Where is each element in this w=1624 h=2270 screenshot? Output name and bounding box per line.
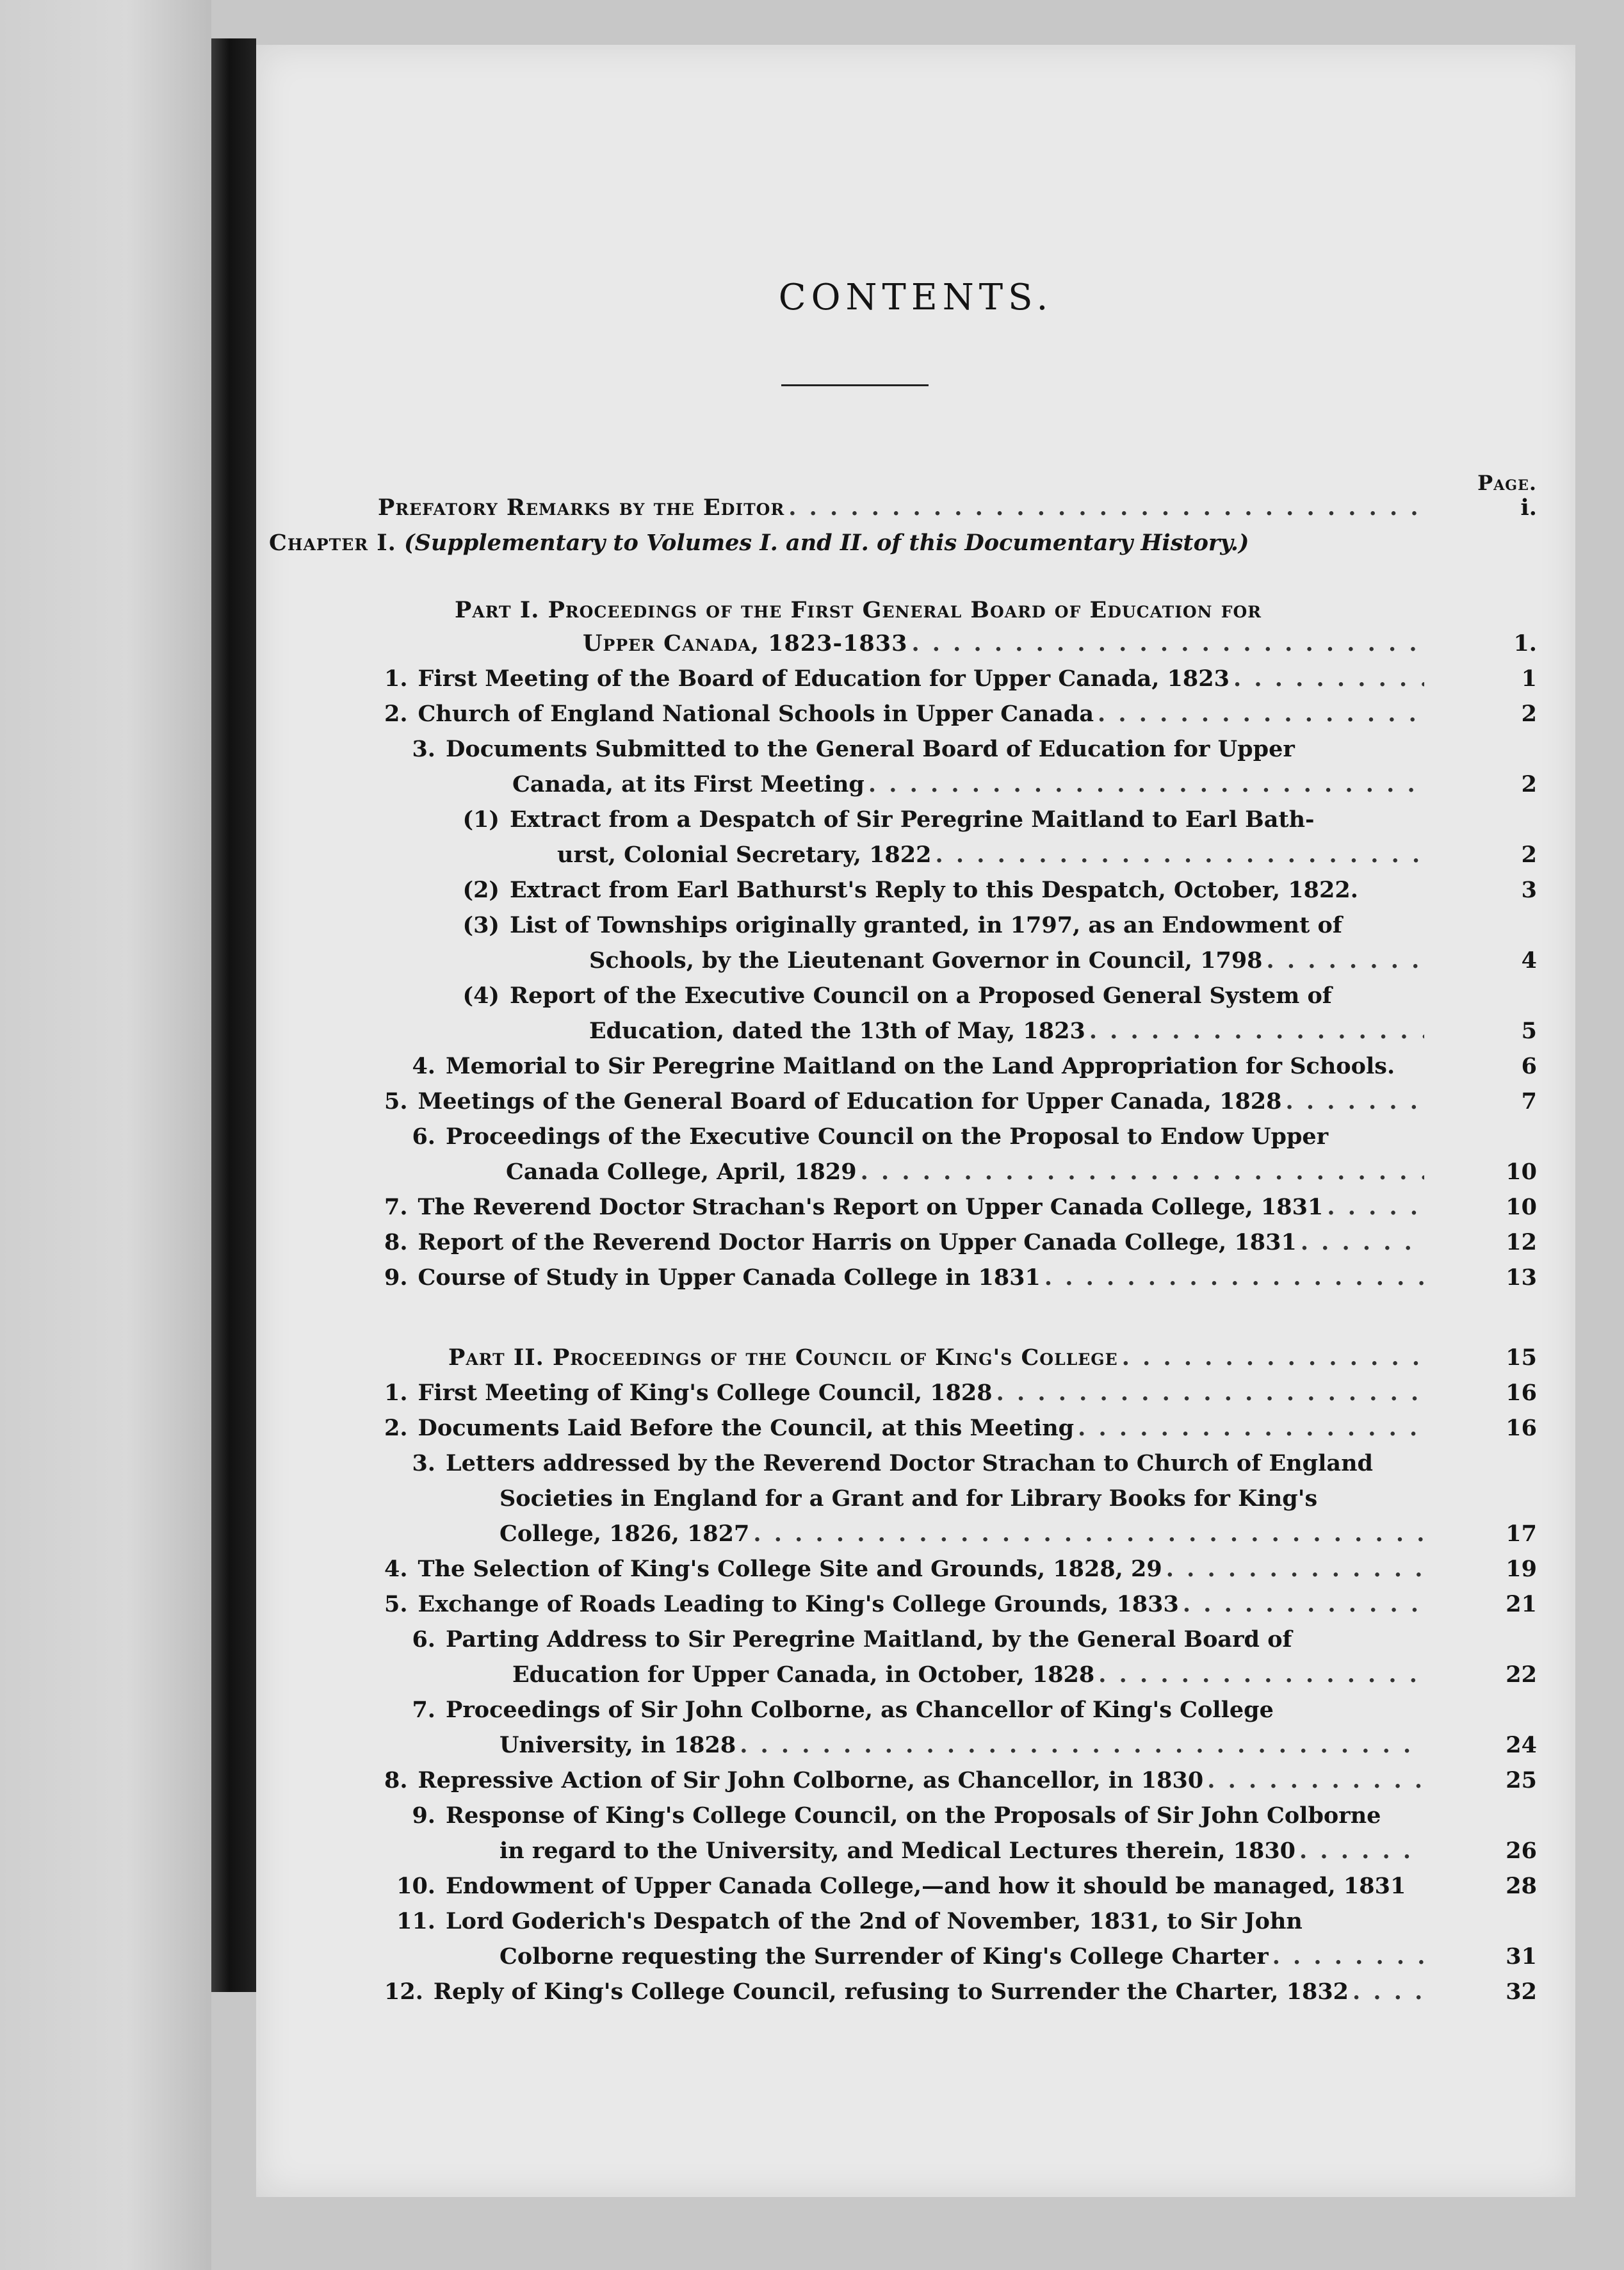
toc-entry-continued: Canada College, April, 1829 . . .	[506, 1154, 1428, 1190]
toc-entry-continued: Societies in England for a Grant and for Library Books for King's	[499, 1485, 1318, 1512]
toc-page-number: 12	[1506, 1229, 1537, 1255]
toc-subentry-continued: urst, Colonial Secretary, 1822 . . .	[557, 837, 1428, 873]
toc-entry-continued: Colborne requesting the Surrender of King's College Charter . . .	[499, 1939, 1428, 1975]
toc-entry: 10. Endowment of Upper Canada College,—and how it should be managed, 1831	[396, 1873, 1406, 1899]
toc-entry: 12. Reply of King's College Council, refusing to Surrender the Charter, 1832 . . .	[384, 1974, 1428, 2010]
toc-page-number: 3	[1521, 877, 1537, 903]
toc-entry: 2. Church of England National Schools in Upper Canada . . .	[384, 696, 1428, 732]
toc-entry: 3. Letters addressed by the Reverend Doctor Strachan to Church of England	[412, 1450, 1373, 1476]
toc-page-number: 24	[1506, 1732, 1537, 1758]
toc-entry: 4. Memorial to Sir Peregrine Maitland on the Land Appropriation for Schools.	[412, 1053, 1395, 1079]
toc-page-number: 21	[1506, 1591, 1537, 1617]
toc-part-heading: Upper Canada, 1823-1833 . . .	[583, 626, 1428, 662]
contents-page	[256, 45, 1575, 2197]
toc-subentry: (2) Extract from Earl Bathurst's Reply to this Despatch, October, 1822.	[462, 877, 1358, 903]
toc-subentry: (3) List of Townships originally granted, in 1797, as an Endowment of	[462, 912, 1342, 938]
toc-entry: 1. First Meeting of the Board of Education for Upper Canada, 1823 . . .	[384, 661, 1428, 697]
toc-page-number: 10	[1506, 1194, 1537, 1220]
toc-page-number: i.	[1520, 494, 1537, 521]
toc-page-number: 19	[1506, 1556, 1537, 1582]
toc-subentry: (4) Report of the Executive Council on a Proposed General System of	[462, 983, 1332, 1009]
toc-page-number: 4	[1521, 947, 1537, 974]
toc-entry: Prefatory Remarks by the Editor . . .	[378, 490, 1428, 526]
toc-entry: 6. Parting Address to Sir Peregrine Maitland, by the General Board of	[412, 1626, 1292, 1653]
toc-entry: 6. Proceedings of the Executive Council on the Proposal to Endow Upper	[412, 1123, 1329, 1150]
toc-entry: 7. Proceedings of Sir John Colborne, as Chancellor of King's College	[412, 1697, 1274, 1723]
toc-page-number: 2	[1521, 771, 1537, 797]
toc-subentry: (1) Extract from a Despatch of Sir Peregrine Maitland to Earl Bath-	[462, 806, 1315, 833]
toc-page-number: 1	[1521, 665, 1537, 692]
toc-page-number: 16	[1506, 1415, 1537, 1441]
toc-entry: 9. Course of Study in Upper Canada College in 1831 . . .	[384, 1260, 1428, 1296]
page-title: CONTENTS.	[778, 277, 1053, 318]
toc-entry-continued: College, 1826, 1827 . . .	[499, 1516, 1428, 1552]
book-spine	[211, 38, 256, 1992]
toc-subentry-continued: Schools, by the Lieutenant Governor in Council, 1798 . . .	[589, 943, 1428, 979]
toc-entry-continued: University, in 1828 . . .	[499, 1727, 1428, 1763]
toc-subentry-continued: Education, dated the 13th of May, 1823 . . .	[589, 1013, 1428, 1049]
toc-page-number: 25	[1506, 1767, 1537, 1793]
toc-page-number: 16	[1506, 1380, 1537, 1406]
toc-entry: 7. The Reverend Doctor Strachan's Report on Upper Canada College, 1831 . . .	[384, 1189, 1428, 1225]
toc-entry: 9. Response of King's College Council, on the Proposals of Sir John Colborne	[412, 1802, 1381, 1829]
toc-entry: 2. Documents Laid Before the Council, at this Meeting . . .	[384, 1410, 1428, 1446]
toc-entry: 3. Documents Submitted to the General Board of Education for Upper	[412, 736, 1295, 762]
toc-page-number: 17	[1506, 1521, 1537, 1547]
toc-entry-continued: in regard to the University, and Medical Lectures therein, 1830 . . .	[499, 1833, 1428, 1869]
toc-chapter: Chapter I. (Supplementary to Volumes I. and II. of this Documentary History.)	[269, 530, 1249, 556]
toc-page-number: 10	[1506, 1159, 1537, 1185]
toc-page-number: 6	[1521, 1053, 1537, 1079]
toc-page-number: 26	[1506, 1838, 1537, 1864]
toc-entry: 11. Lord Goderich's Despatch of the 2nd of November, 1831, to Sir John	[396, 1908, 1303, 1934]
toc-page-number: 5	[1521, 1018, 1537, 1044]
toc-page-number: 32	[1506, 1979, 1537, 2005]
toc-part-heading: Part II. Proceedings of the Council of King's College . . .	[448, 1340, 1428, 1376]
toc-page-number: 2	[1521, 842, 1537, 868]
toc-entry-continued: Canada, at its First Meeting . . .	[512, 767, 1428, 803]
title-rule	[781, 384, 929, 386]
toc-page-number: 22	[1506, 1662, 1537, 1688]
toc-entry: 4. The Selection of King's College Site and Grounds, 1828, 29 . . .	[384, 1551, 1428, 1587]
facing-page	[0, 0, 211, 2270]
toc-page-number: 28	[1506, 1873, 1537, 1899]
toc-entry: 5. Meetings of the General Board of Education for Upper Canada, 1828 . . .	[384, 1084, 1428, 1120]
toc-page-number: 31	[1506, 1943, 1537, 1970]
toc-page-number: 13	[1506, 1264, 1537, 1291]
toc-page-number: 1.	[1513, 630, 1537, 657]
toc-entry: 5. Exchange of Roads Leading to King's College Grounds, 1833 . . .	[384, 1587, 1428, 1622]
page-column-header: Page.	[1477, 471, 1537, 495]
toc-page-number: 15	[1506, 1344, 1537, 1371]
toc-entry: 1. First Meeting of King's College Council, 1828 . . .	[384, 1375, 1428, 1411]
toc-entry: 8. Report of the Reverend Doctor Harris on Upper Canada College, 1831 . . .	[384, 1225, 1428, 1261]
toc-page-number: 7	[1521, 1088, 1537, 1115]
toc-part-heading: Part I. Proceedings of the First General Board of Education for	[455, 597, 1262, 623]
toc-entry: 8. Repressive Action of Sir John Colborne, as Chancellor, in 1830 . . .	[384, 1763, 1428, 1799]
toc-entry-continued: Education for Upper Canada, in October, 1828 . . .	[512, 1657, 1428, 1693]
toc-page-number: 2	[1521, 701, 1537, 727]
